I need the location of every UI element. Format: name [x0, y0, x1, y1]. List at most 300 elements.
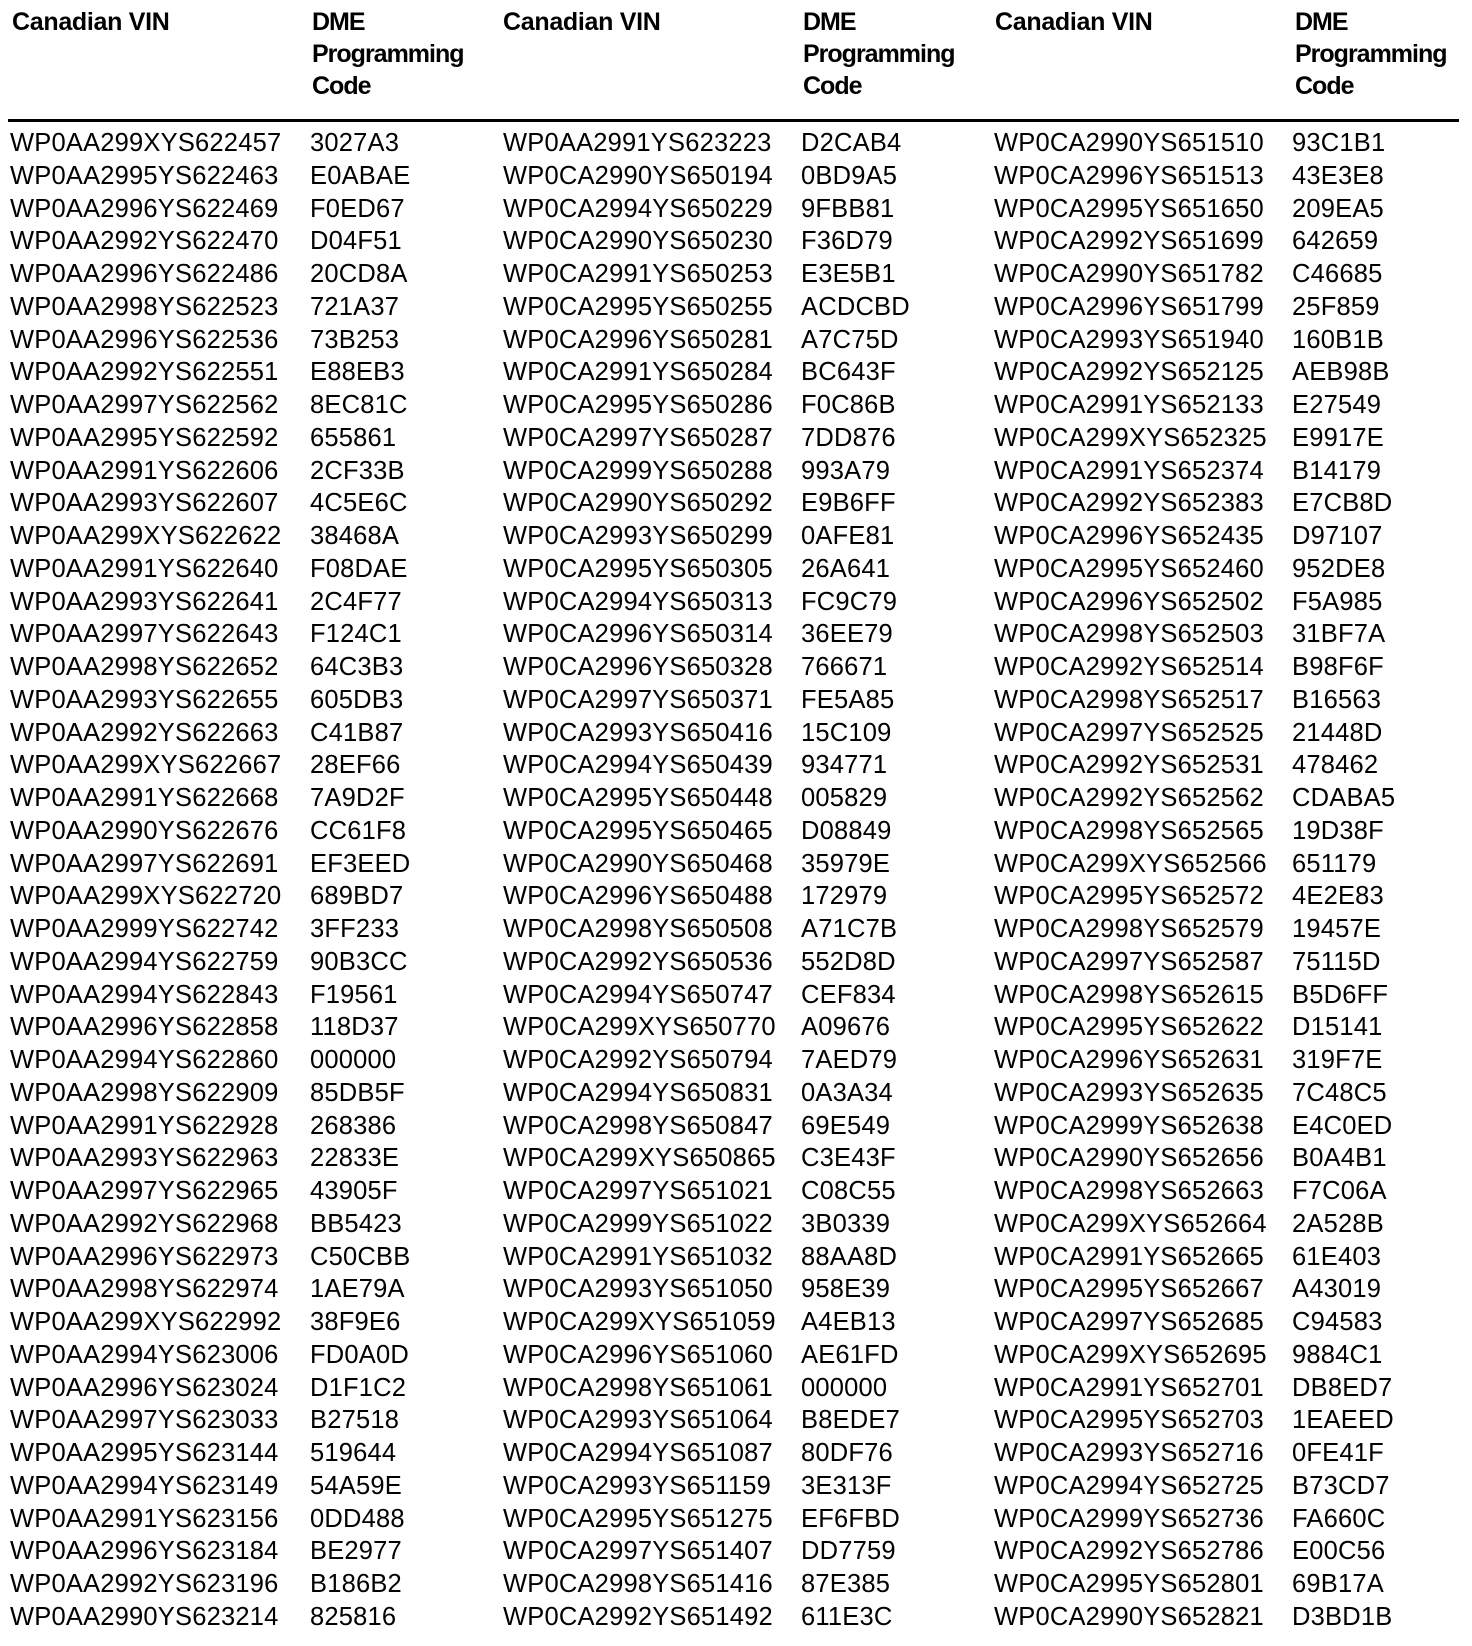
table-row	[994, 684, 1454, 717]
dme-code-cell: 61E403	[1292, 1242, 1382, 1271]
dme-code-cell: 611E3C	[801, 1602, 893, 1631]
dme-code-cell: B73CD7	[1292, 1471, 1390, 1500]
table-row	[503, 782, 963, 815]
table-row	[994, 160, 1454, 193]
dme-code-cell: C46685	[1292, 260, 1383, 288]
dme-code-cell: 69B17A	[1292, 1570, 1384, 1598]
table-row	[994, 586, 1454, 619]
vin-cell: WP0CA2993YS652716	[994, 1439, 1264, 1467]
table-row	[10, 389, 470, 422]
dme-code-cell: 80DF76	[801, 1439, 893, 1467]
table-row	[994, 193, 1454, 226]
vin-cell: WP0CA2994YS650439	[503, 751, 773, 780]
vin-cell: WP0AA2999YS622742	[10, 915, 279, 943]
vin-cell: WP0AA2998YS622652	[10, 653, 279, 681]
vin-cell: WP0CA2991YS651032	[503, 1242, 773, 1271]
table-row	[994, 1142, 1454, 1175]
table-row	[503, 1273, 963, 1306]
dme-code-cell: 36EE79	[801, 620, 893, 649]
table-row	[503, 1208, 963, 1241]
header-dme-programming-code-2: DME Programming Code	[803, 8, 955, 100]
dme-code-cell: D3BD1B	[1292, 1602, 1393, 1631]
dme-code-cell: 19D38F	[1292, 816, 1384, 845]
vin-cell: WP0AA2991YS623156	[10, 1504, 279, 1533]
table-row	[994, 1044, 1454, 1077]
vin-cell: WP0AA2992YS622968	[10, 1209, 279, 1238]
table-row	[994, 487, 1454, 520]
vin-cell: WP0CA2999YS652638	[994, 1111, 1264, 1140]
table-row	[503, 1044, 963, 1077]
dme-code-cell: 651179	[1292, 849, 1377, 878]
dme-code-cell: E7CB8D	[1292, 489, 1393, 518]
vin-cell: WP0CA2992YS652383	[994, 489, 1264, 518]
dme-code-cell: B14179	[1292, 456, 1382, 485]
dme-code-cell: 0BD9A5	[801, 161, 898, 190]
vin-cell: WP0CA2996YS650488	[503, 882, 773, 911]
table-row	[503, 389, 963, 422]
table-row	[994, 1404, 1454, 1437]
table-row	[10, 749, 470, 782]
vin-cell: WP0CA2995YS650255	[503, 292, 773, 321]
vin-cell: WP0AA2992YS623196	[10, 1570, 279, 1598]
dme-code-cell: E0ABAE	[310, 161, 411, 190]
dme-code-cell: 160B1B	[1292, 325, 1384, 354]
table-row	[994, 422, 1454, 455]
vin-cell: WP0AA2994YS622843	[10, 980, 279, 1009]
table-row	[10, 324, 470, 357]
dme-code-cell: C41B87	[310, 718, 404, 747]
vin-cell: WP0AA2996YS623024	[10, 1373, 279, 1402]
header-rule	[8, 119, 1459, 122]
table-row	[994, 979, 1454, 1012]
vin-cell: WP0AA2997YS623033	[10, 1406, 279, 1435]
dme-code-cell: EF3EED	[310, 849, 411, 878]
table-row	[994, 553, 1454, 586]
vin-cell: WP0CA2998YS652663	[994, 1177, 1264, 1205]
dme-code-cell: 2A528B	[1292, 1209, 1384, 1238]
table-row	[503, 1110, 963, 1143]
table-row	[503, 749, 963, 782]
dme-code-cell: D04F51	[310, 227, 402, 256]
vin-cell: WP0CA2994YS650229	[503, 194, 773, 223]
dme-code-cell: 3E313F	[801, 1471, 892, 1500]
vin-cell: WP0CA2999YS652736	[994, 1504, 1264, 1533]
dme-code-cell: C08C55	[801, 1177, 896, 1205]
table-row	[10, 487, 470, 520]
table-row	[994, 1011, 1454, 1044]
dme-code-cell: 993A79	[801, 456, 891, 485]
dme-code-cell: 005829	[801, 784, 888, 812]
dme-code-cell: 3FF233	[310, 915, 400, 943]
vin-cell: WP0CA2992YS652514	[994, 653, 1264, 681]
vin-cell: WP0CA2996YS652631	[994, 1046, 1264, 1074]
vin-cell: WP0CA2993YS651050	[503, 1275, 773, 1304]
vin-cell: WP0CA2997YS652525	[994, 718, 1264, 747]
vin-cell: WP0AA2991YS622928	[10, 1111, 279, 1140]
table-row	[994, 324, 1454, 357]
vin-cell: WP0CA2998YS652579	[994, 915, 1264, 943]
dme-code-cell: 88AA8D	[801, 1242, 898, 1271]
table-row	[994, 127, 1454, 160]
dme-code-cell: 4C5E6C	[310, 489, 408, 518]
table-row	[10, 1011, 470, 1044]
dme-code-cell: E4C0ED	[1292, 1111, 1393, 1140]
table-row	[994, 1503, 1454, 1536]
vin-cell: WP0AA2991YS623223	[503, 129, 772, 157]
table-row	[10, 1142, 470, 1175]
vin-cell: WP0CA2992YS652531	[994, 751, 1264, 780]
dme-code-cell: AE61FD	[801, 1340, 899, 1369]
dme-code-cell: F7C06A	[1292, 1177, 1387, 1205]
dme-code-cell: F36D79	[801, 227, 893, 256]
dme-code-cell: B186B2	[310, 1570, 402, 1598]
dme-code-cell: 9884C1	[1292, 1340, 1383, 1369]
dme-code-cell: B8EDE7	[801, 1406, 901, 1435]
table-row	[10, 1273, 470, 1306]
vin-cell: WP0AA2998YS622909	[10, 1078, 279, 1107]
table-row	[10, 1208, 470, 1241]
table-row	[10, 127, 470, 160]
vin-cell: WP0CA299XYS652664	[994, 1209, 1267, 1238]
table-row	[503, 1470, 963, 1503]
dme-code-cell: 642659	[1292, 227, 1379, 256]
table-row	[503, 455, 963, 488]
vin-cell: WP0CA2990YS651782	[994, 260, 1264, 288]
vin-cell: WP0CA2998YS652615	[994, 980, 1264, 1009]
table-row	[503, 815, 963, 848]
table-row	[503, 848, 963, 881]
vin-cell: WP0CA2998YS651061	[503, 1373, 773, 1402]
vin-cell: WP0CA299XYS652566	[994, 849, 1267, 878]
vin-cell: WP0CA2998YS652565	[994, 816, 1264, 845]
dme-code-cell: D1F1C2	[310, 1373, 407, 1402]
dme-code-cell: 0DD488	[310, 1504, 405, 1533]
vin-cell: WP0CA2996YS652435	[994, 522, 1264, 550]
table-row	[503, 1568, 963, 1601]
table-column-group-2	[503, 127, 963, 1634]
table-row	[503, 1372, 963, 1405]
dme-code-cell: 9FBB81	[801, 194, 895, 223]
dme-code-cell: 90B3CC	[310, 947, 408, 976]
vin-cell: WP0CA299XYS652695	[994, 1340, 1267, 1369]
vin-cell: WP0CA2995YS652572	[994, 882, 1264, 911]
dme-code-cell: C50CBB	[310, 1242, 411, 1271]
table-row	[10, 1372, 470, 1405]
dme-code-cell: 20CD8A	[310, 260, 408, 288]
vin-cell: WP0CA2999YS650288	[503, 456, 773, 485]
table-row	[503, 1404, 963, 1437]
table-row	[10, 618, 470, 651]
dme-code-cell: 69E549	[801, 1111, 891, 1140]
table-row	[10, 1175, 470, 1208]
table-row	[994, 1601, 1454, 1634]
table-row	[503, 356, 963, 389]
table-row	[10, 1339, 470, 1372]
dme-code-cell: 1EAEED	[1292, 1406, 1394, 1435]
vin-cell: WP0CA2991YS650253	[503, 260, 773, 288]
dme-code-cell: 0A3A34	[801, 1078, 893, 1107]
vin-cell: WP0AA2997YS622965	[10, 1177, 279, 1205]
table-row	[10, 815, 470, 848]
dme-code-cell: 31BF7A	[1292, 620, 1386, 649]
dme-code-cell: 689BD7	[310, 882, 404, 911]
table-row	[503, 520, 963, 553]
vin-cell: WP0AA2991YS622606	[10, 456, 279, 485]
dme-code-cell: 3B0339	[801, 1209, 891, 1238]
vin-cell: WP0CA2997YS650371	[503, 685, 773, 714]
dme-code-cell: B0A4B1	[1292, 1144, 1387, 1173]
vin-cell: WP0AA299XYS622622	[10, 522, 282, 550]
vin-cell: WP0CA2997YS652685	[994, 1308, 1264, 1336]
vin-cell: WP0CA299XYS650865	[503, 1144, 776, 1173]
vin-cell: WP0CA299XYS650770	[503, 1013, 776, 1042]
table-row	[10, 1601, 470, 1634]
vin-cell: WP0CA299XYS651059	[503, 1308, 776, 1336]
dme-code-cell: CEF834	[801, 980, 896, 1009]
vin-cell: WP0CA2992YS652125	[994, 358, 1264, 387]
table-row	[10, 684, 470, 717]
table-row	[10, 880, 470, 913]
dme-code-cell: 268386	[310, 1111, 397, 1140]
dme-code-cell: A09676	[801, 1013, 891, 1042]
dme-code-cell: 1AE79A	[310, 1275, 405, 1304]
table-row	[994, 1077, 1454, 1110]
table-row	[10, 782, 470, 815]
dme-code-cell: EF6FBD	[801, 1504, 900, 1533]
table-row	[10, 160, 470, 193]
table-row	[10, 979, 470, 1012]
vin-cell: WP0CA2998YS650508	[503, 915, 773, 943]
dme-code-cell: E3E5B1	[801, 260, 896, 288]
table-row	[10, 848, 470, 881]
table-row	[10, 258, 470, 291]
dme-code-cell: 605DB3	[310, 685, 404, 714]
vin-cell: WP0CA2994YS650831	[503, 1078, 773, 1107]
vin-cell: WP0CA2999YS651022	[503, 1209, 773, 1238]
dme-code-cell: E9B6FF	[801, 489, 896, 518]
vin-cell: WP0CA2990YS650230	[503, 227, 773, 256]
dme-code-cell: F08DAE	[310, 554, 408, 583]
vin-cell: WP0AA2995YS622592	[10, 423, 279, 452]
table-row	[10, 193, 470, 226]
dme-code-cell: 73B253	[310, 325, 400, 354]
vin-cell: WP0CA2991YS652133	[994, 391, 1264, 419]
vin-cell: WP0CA2991YS652701	[994, 1373, 1264, 1402]
table-row	[994, 455, 1454, 488]
dme-code-cell: 26A641	[801, 554, 891, 583]
vin-cell: WP0AA2996YS622973	[10, 1242, 279, 1271]
vin-cell: WP0CA2994YS652725	[994, 1471, 1264, 1500]
dme-code-cell: 721A37	[310, 292, 400, 321]
vin-cell: WP0CA2995YS652667	[994, 1275, 1264, 1304]
table-row	[503, 324, 963, 357]
vin-cell: WP0CA2996YS650314	[503, 620, 773, 649]
vin-cell: WP0AA2991YS622640	[10, 554, 279, 583]
vin-cell: WP0AA2998YS622523	[10, 292, 279, 321]
dme-code-cell: C3E43F	[801, 1144, 896, 1173]
vin-cell: WP0AA2994YS623006	[10, 1340, 279, 1369]
vin-cell: WP0CA2993YS651940	[994, 325, 1264, 354]
vin-cell: WP0AA2994YS622759	[10, 947, 279, 976]
table-row	[503, 1503, 963, 1536]
vin-cell: WP0AA2994YS622860	[10, 1046, 279, 1074]
dme-code-cell: AEB98B	[1292, 358, 1390, 387]
table-row	[994, 1175, 1454, 1208]
table-row	[503, 422, 963, 455]
table-row	[994, 225, 1454, 258]
vin-cell: WP0AA2995YS623144	[10, 1439, 279, 1467]
vin-cell: WP0AA299XYS622720	[10, 882, 282, 911]
table-row	[10, 520, 470, 553]
table-row	[503, 946, 963, 979]
table-row	[10, 455, 470, 488]
vin-cell: WP0AA2996YS622469	[10, 194, 279, 223]
vin-cell: WP0AA2996YS623184	[10, 1537, 279, 1566]
dme-code-cell: 519644	[310, 1439, 397, 1467]
vin-cell: WP0CA2995YS652460	[994, 554, 1264, 583]
table-row	[503, 127, 963, 160]
vin-cell: WP0CA2993YS651159	[503, 1471, 772, 1500]
table-row	[994, 356, 1454, 389]
table-row	[503, 193, 963, 226]
dme-code-cell: 0FE41F	[1292, 1439, 1384, 1467]
table-row	[10, 1503, 470, 1536]
header-canadian-vin-3: Canadian VIN	[995, 8, 1153, 36]
vin-cell: WP0CA2995YS651275	[503, 1504, 773, 1533]
vin-cell: WP0CA2993YS650299	[503, 522, 773, 550]
header-dme-programming-code-1: DME Programming Code	[312, 8, 464, 100]
dme-code-cell: 7A9D2F	[310, 784, 405, 812]
table-row	[503, 684, 963, 717]
table-row	[10, 422, 470, 455]
vin-cell: WP0CA2998YS652517	[994, 685, 1264, 714]
table-row	[503, 1339, 963, 1372]
dme-code-cell: E00C56	[1292, 1537, 1386, 1566]
vin-cell: WP0AA2992YS622663	[10, 718, 279, 747]
table-row	[10, 1404, 470, 1437]
table-row	[994, 1306, 1454, 1339]
table-row	[10, 1306, 470, 1339]
table-row	[503, 1011, 963, 1044]
dme-code-cell: 43E3E8	[1292, 161, 1384, 190]
dme-code-cell: B27518	[310, 1406, 400, 1435]
dme-code-cell: 15C109	[801, 718, 892, 747]
vin-cell: WP0CA2996YS650281	[503, 325, 773, 354]
table-row	[994, 1241, 1454, 1274]
dme-code-cell: FA660C	[1292, 1504, 1386, 1533]
table-row	[503, 487, 963, 520]
vin-cell: WP0CA2990YS651510	[994, 129, 1264, 157]
dme-code-cell: 75115D	[1292, 947, 1381, 976]
table-row	[994, 880, 1454, 913]
vin-cell: WP0CA2995YS650286	[503, 391, 773, 419]
dme-code-cell: D15141	[1292, 1013, 1383, 1042]
vin-cell: WP0CA2992YS650794	[503, 1046, 773, 1074]
table-row	[503, 1142, 963, 1175]
dme-code-cell: BE2977	[310, 1537, 402, 1566]
dme-code-cell: F0ED67	[310, 194, 405, 223]
vin-cell: WP0CA2998YS651416	[503, 1570, 773, 1598]
table-row	[10, 1470, 470, 1503]
dme-code-cell: 934771	[801, 751, 888, 780]
vin-cell: WP0CA2997YS651407	[503, 1537, 773, 1566]
vin-cell: WP0CA2996YS651060	[503, 1340, 773, 1369]
dme-code-cell: 93C1B1	[1292, 129, 1386, 157]
table-row	[994, 782, 1454, 815]
dme-code-cell: 825816	[310, 1602, 397, 1631]
table-row	[994, 1339, 1454, 1372]
dme-code-cell: 655861	[310, 423, 397, 452]
dme-code-cell: D2CAB4	[801, 129, 902, 157]
header-canadian-vin-1: Canadian VIN	[12, 8, 170, 36]
table-row	[994, 1568, 1454, 1601]
table-row	[503, 225, 963, 258]
table-row	[503, 1175, 963, 1208]
dme-code-cell: B5D6FF	[1292, 980, 1389, 1009]
vin-cell: WP0AA2992YS622470	[10, 227, 279, 256]
dme-code-cell: F19561	[310, 980, 398, 1009]
vin-cell: WP0AA2997YS622691	[10, 849, 279, 878]
dme-code-cell: E9917E	[1292, 423, 1384, 452]
dme-code-cell: 28EF66	[310, 751, 401, 780]
table-row	[994, 717, 1454, 750]
vin-cell: WP0CA2991YS652665	[994, 1242, 1264, 1271]
dme-code-cell: BB5423	[310, 1209, 402, 1238]
dme-code-cell: F5A985	[1292, 587, 1383, 616]
vin-cell: WP0CA2990YS652821	[994, 1602, 1264, 1631]
dme-code-cell: A71C7B	[801, 915, 898, 943]
dme-code-cell: 000000	[801, 1373, 888, 1402]
dme-code-cell: DD7759	[801, 1537, 896, 1566]
dme-code-cell: ACDCBD	[801, 292, 910, 321]
vin-cell: WP0CA2991YS652374	[994, 456, 1264, 485]
vin-cell: WP0CA2996YS651513	[994, 161, 1264, 190]
dme-code-cell: B98F6F	[1292, 653, 1384, 681]
vin-cell: WP0AA299XYS622667	[10, 751, 282, 780]
vin-cell: WP0AA2992YS622551	[10, 358, 279, 387]
table-row	[10, 1077, 470, 1110]
vin-cell: WP0AA2998YS622974	[10, 1275, 279, 1304]
dme-code-cell: 000000	[310, 1046, 397, 1074]
dme-code-cell: 209EA5	[1292, 194, 1384, 223]
vin-cell: WP0AA2993YS622641	[10, 587, 279, 616]
vin-cell: WP0AA2990YS623214	[10, 1602, 279, 1631]
table-row	[503, 1241, 963, 1274]
dme-code-cell: FE5A85	[801, 685, 895, 714]
vin-cell: WP0CA2992YS650536	[503, 947, 773, 976]
vin-cell: WP0CA2993YS651064	[503, 1406, 773, 1435]
dme-code-cell: 22833E	[310, 1144, 400, 1173]
dme-code-cell: 552D8D	[801, 947, 896, 976]
table-row	[994, 913, 1454, 946]
vin-cell: WP0CA299XYS652325	[994, 423, 1267, 452]
dme-code-cell: B16563	[1292, 685, 1382, 714]
table-row	[503, 880, 963, 913]
dme-code-cell: D97107	[1292, 522, 1383, 550]
dme-code-cell: 64C3B3	[310, 653, 404, 681]
vin-cell: WP0CA2990YS650292	[503, 489, 773, 518]
vin-cell: WP0CA2994YS650313	[503, 587, 773, 616]
vin-cell: WP0AA2993YS622607	[10, 489, 279, 518]
vin-cell: WP0CA2992YS652562	[994, 784, 1264, 812]
table-row	[10, 1437, 470, 1470]
vin-cell: WP0AA2996YS622536	[10, 325, 279, 354]
vin-cell: WP0CA2995YS650448	[503, 784, 773, 812]
dme-code-cell: E88EB3	[310, 358, 405, 387]
dme-code-cell: 25F859	[1292, 292, 1380, 321]
table-row	[994, 1273, 1454, 1306]
vin-cell: WP0CA2991YS650284	[503, 358, 773, 387]
